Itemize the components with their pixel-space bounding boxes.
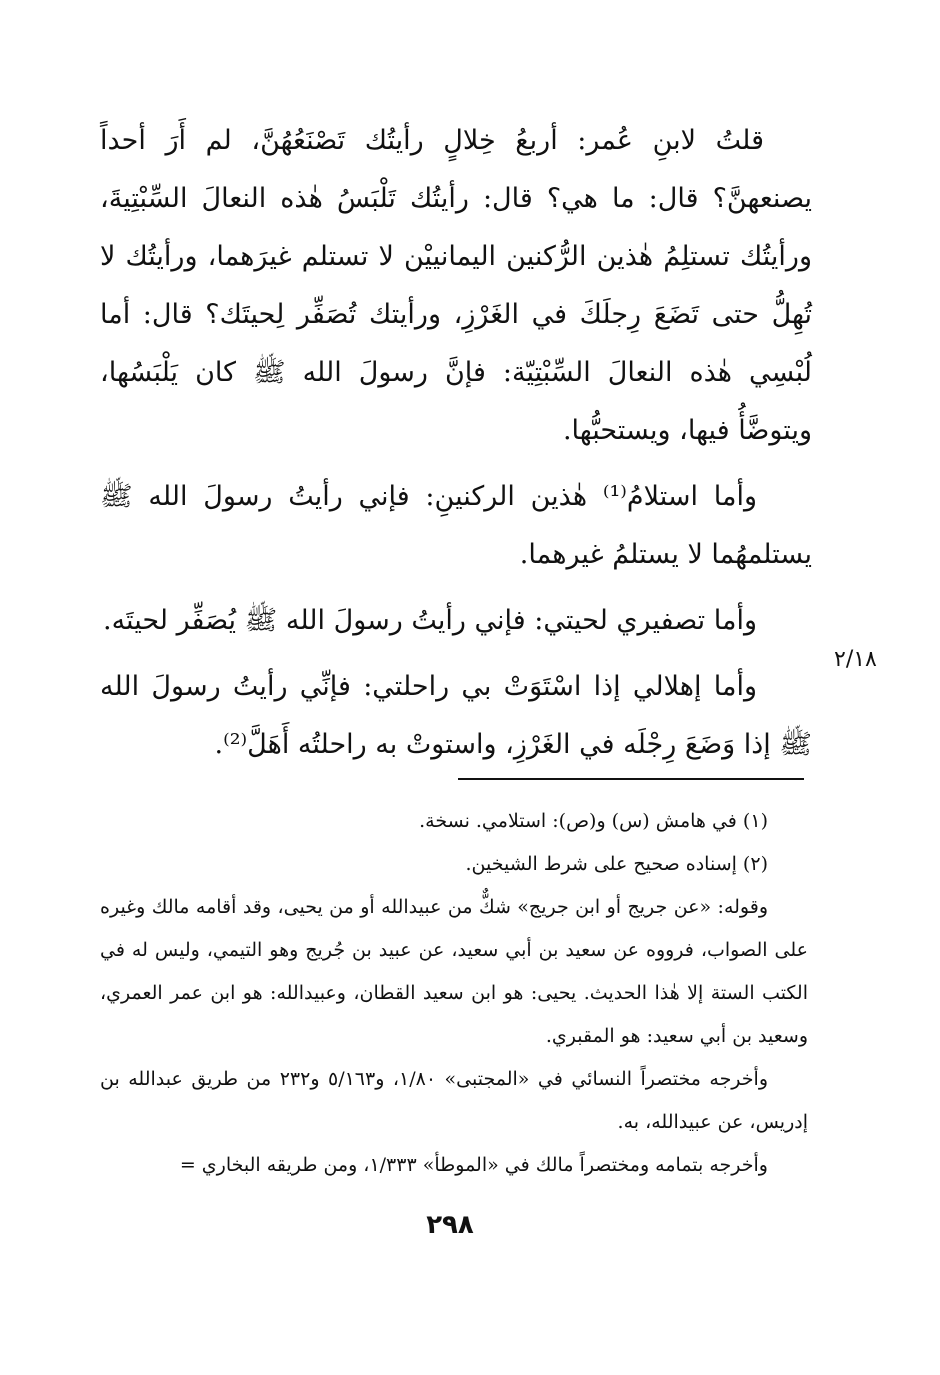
hadith-paragraph-4: وأما إهلالي إذا اسْتَوَتْ بي راحلتي: فإنِّي رأيتُ رسولَ الله ﷺ إذا وَضَعَ رِجْلَه في الغَرْزِ، واستوتْ به راحلتُه أَهَلَّ⁽²⁾.: [100, 671, 812, 760]
main-text-block: [100, 112, 812, 774]
hadith-paragraph-3: وأما تصفيري لحيتي: فإني رأيتُ رسولَ الله ﷺ يُصَفِّر لحيتَه.: [103, 605, 757, 636]
footnote-separator: [458, 778, 804, 780]
footnote-commentary-1: وقوله: «عن جريج أو ابن جريج» شكٌّ من عبيدالله أو من يحيى، وقد أقامه مالك وغيره على الصواب، فرووه عن سعيد بن أبي سعيد، عن عبيد بن جُريج وهو التيمي، وليس له في الكتب الستة إلا هٰذا الحديث. يحيى: هو ابن سعيد القطان، وعبيدالله: هو ابن عمر العمري، وسعيد بن أبي سعيد: هو المقبري.: [100, 896, 808, 1047]
footnote-commentary-2: وأخرجه مختصراً النسائي في «المجتبى» ١/٨٠، و٥/١٦٣ و٢٣٢ من طريق عبدالله بن إدريس، عن عبيدالله، به.: [100, 1068, 808, 1133]
footnote-2: (٢) إسناده صحيح على شرط الشيخين.: [465, 853, 768, 875]
margin-reference: ٢/١٨: [834, 647, 877, 672]
footnote-1: (١) في هامش (س) و(ص): استلامي. نسخة.: [419, 810, 768, 832]
footnotes-block: [100, 800, 808, 1187]
page-number: ٢٩٨: [426, 1210, 474, 1240]
hadith-paragraph-1: قلتُ لابنِ عُمر: أربعُ خِلالٍ رأيتُك تَصْنَعُهُنَّ، لم أَرَ أحداً يصنعهنَّ؟ قال: ما هي؟ قال: رأيتُك تَلْبَسُ هٰذه النعالَ السِّبْتِيةَ، ورأيتُك تستلِمُ هٰذين الرُّكنين اليمانييْن لا تستلم غيرَهما، ورأيتُك لا تُهِلُّ حتى تَضَعَ رِجلَكَ في الغَرْزِ، ورأيتك تُصَفِّر لِحيتَك؟ قال: أما لُبْسِي هٰذه النعالَ السِّبْتِيّة: فإنَّ رسولَ الله ﷺ كان يَلْبَسُها، ويتوضَّأُ فيها، ويستحبُّها.: [100, 125, 812, 446]
hadith-paragraph-2: وأما استلامُ⁽¹⁾ هٰذين الركنينِ: فإني رأيتُ رسولَ الله ﷺ يستلمهُما لا يستلمُ غيرهما.: [100, 481, 812, 570]
footnote-commentary-3: وأخرجه بتمامه ومختصراً مالك في «الموطأ» ١/٣٣٣، ومن طريقه البخاري =: [179, 1154, 768, 1176]
